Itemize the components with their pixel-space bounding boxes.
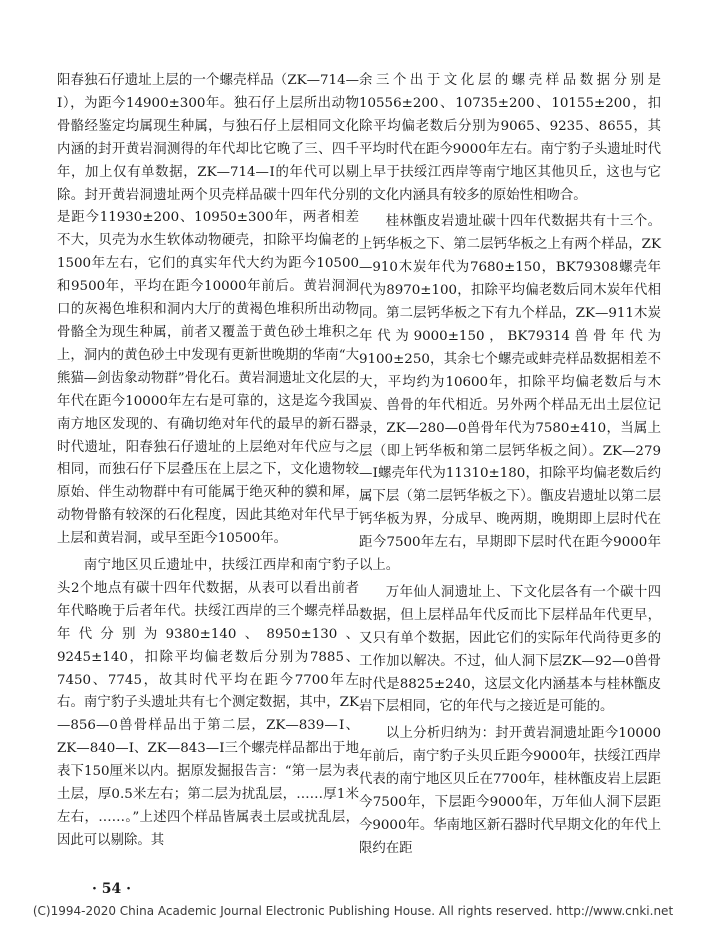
paragraph: 阳春独石仔遗址上层的一个螺壳样品（ZK—714—Ⅰ），为距今14900±300年。独石仔上层所出动物骨骼经鉴定均属现生种属，与独石仔上层相同文化内涵的封开黄岩洞测得的年代却比它晚了三、四千年，加上仅有单数据，ZK—714—Ⅰ的年代可以剔除。封开黄岩洞遗址两个贝壳样品碳十四年代分别是距今11930±200、10950±300年，两者相差不大，贝壳为水生软体动物硬壳，扣除平均偏老的1500年左右，它们的真实年代大约为距今10500和9500年，平均在距今10000年前后。黄岩洞洞口的灰褐色堆积和洞内大厅的黄褐色堆积所出动物骨骼全为现生种属，前者又覆盖于黄色砂土堆积之上，洞内的黄色砂土中发现有更新世晚期的华南“大熊猫—剑齿象动物群”骨化石。黄岩洞遗址文化层的年代在距今10000年左右是可靠的，这是迄今我国南方地区发现的、有确切绝对年代的最早的新石器时代遗址，阳春独石仔遗址的上层绝对年代应与之相同，而独石仔下层叠压在上层之下，文化遗物较原始、伴生动物群中有可能属于绝灭种的貘和犀，动物骨骼有较深的石化程度，因此其绝对年代早于上层和黄岩洞，或早至距今10500年。	[57, 73, 359, 547]
right-column	[359, 70, 661, 861]
paragraph: 南宁地区贝丘遗址中，扶绥江西岸和南宁豹子头2个地点有碳十四年代数据，从表可以看出前者年代略晚于后者年代。扶绥江西岸的三个螺壳样品年代分别为9380±140、8950±130、9245±140，扣除平均偏老数后分别为7885、7450、7745，故其时代平均在距今7700年左右。南宁豹子头遗址共有七个测定数据，其中，ZK—856—0兽骨样品出于第二层，ZK—839—Ⅰ、ZK—840—Ⅰ、ZK—843—Ⅰ三个螺壳样品都出于地表下150厘米以内。据原发掘报告言：“第一层为表土层，厚0.5米左右；第二层为扰乱层，……厚1米左右，……。”上述四个样品皆属表土层或扰乱层，因此可以剔除。其	[57, 558, 359, 848]
copyright-footer: (C)1994-2020 China Academic Journal Electronic Publishing House. All rights reserved. http://www.cnki.net	[32, 904, 674, 918]
paragraph: 万年仙人洞遗址上、下文化层各有一个碳十四数据，但上层样品年代反而比下层样品年代更早，又只有单个数据，因此它们的实际年代尚待更多的工作加以解决。不过，仙人洞下层ZK—92—0兽骨时代是8825±240，这层文化内涵基本与桂林甑皮岩下层相同，它的年代与之接近是可能的。	[359, 584, 661, 715]
paragraph: 以上分析归纳为：封开黄岩洞遗址距今10000年前后，南宁豹子头贝丘距今9000年，扶绥江西岸代表的南宁地区贝丘在7700年，桂林甑皮岩上层距今7500年，下层距今9000年，万年仙人洞下层距今9000年。华南地区新石器时代早期文化的年代上限约在距	[359, 726, 661, 856]
page-number: · 54 ·	[92, 881, 131, 897]
left-column	[57, 70, 359, 853]
paragraph: 余三个出于文化层的螺壳样品数据分别是10556±200、10735±200、10155±200，扣除平均偏老数后分别为9065、9235、8655，其平均时代在距今9000年左右。南宁豹子头遗址时代上早于扶绥江西岸等南宁地区其他贝丘，这也与它的文化内涵具有较多的原始性相吻合。	[359, 73, 661, 203]
paragraph: 桂林甑皮岩遗址碳十四年代数据共有十三个。上钙华板之下、第二层钙华板之上有两个样品，ZK—910木炭年代为7680±150，BK79308螺壳年代为8970±100，扣除平均偏老数后同木炭年代相同。第二层钙华板之下有九个样品，ZK—911木炭年代为9000±150，BK79314兽骨年代为9100±250，其余七个螺壳或蚌壳样品数据相差不大，平均约为10600年，扣除平均偏老数后与木炭、兽骨的年代相近。另外两个样品无出土层位记录，ZK—280—0兽骨年代为7580±410，当属上层（即上钙华板和第二层钙华板之间）。ZK—279—Ⅰ螺壳年代为11310±180，扣除平均偏老数后约属下层（第二层钙华板之下）。甑皮岩遗址以第二层钙华板为界，分成早、晚两期，晚期即上层时代在距今7500年左右，早期即下层时代在距今9000年以上。	[359, 214, 661, 574]
